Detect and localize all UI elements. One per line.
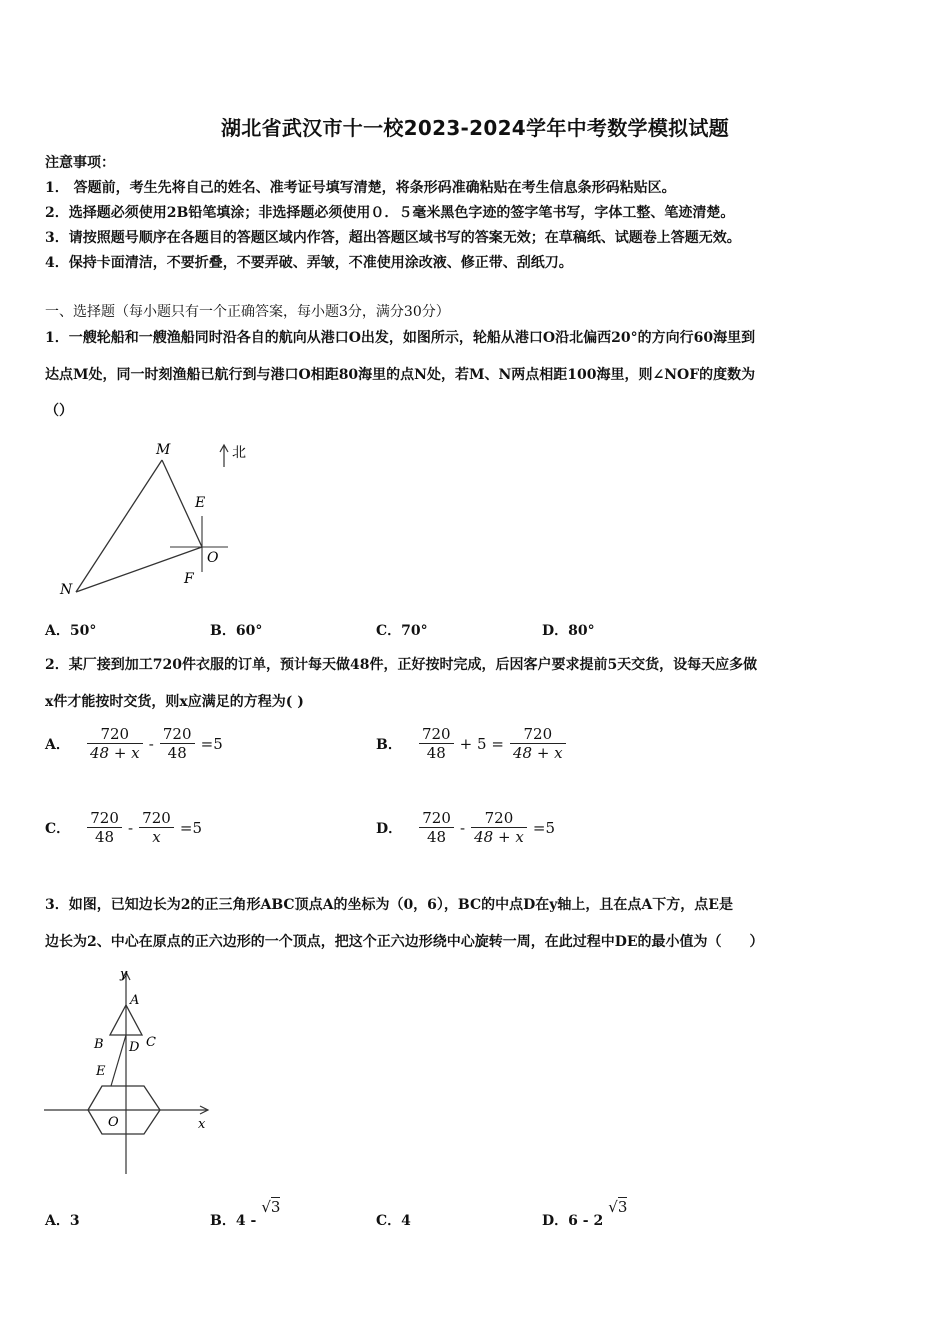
notice-item: 4．保持卡面清洁，不要折叠，不要弄破、弄皱，不准使用涂改液、修正带、刮纸刀。 [45,255,573,271]
q1-option-c[interactable]: C．70° [376,623,428,639]
label-b: B [94,1037,104,1052]
rhs: =5 [200,734,223,753]
q1-option-d[interactable]: D．80° [542,623,595,639]
q1-figure [50,432,270,607]
numerator: 720 [510,725,566,744]
page-title: 湖北省武汉市十一校2023-2024学年中考数学模拟试题 [220,116,730,140]
numerator: 720 [139,809,174,828]
q3-option-b[interactable] [210,1198,280,1230]
numerator: 720 [471,809,527,828]
q2-option-b[interactable] [376,725,566,762]
q2-line: x件才能按时交货，则x应满足的方程为( ) [45,694,304,710]
numerator: 720 [160,725,195,744]
denominator: x [152,828,161,846]
q3-line: 3．如图，已知边长为2的正三角形ABC顶点A的坐标为（0，6），BC的中点D在y轴上，且在点A下方，点E是 [45,897,733,913]
q2-option-d[interactable] [376,809,556,846]
line-mn [76,460,162,592]
rhs: =5 [179,818,203,837]
label-e: E [96,1064,106,1079]
notice-heading: 注意事项： [45,155,115,171]
denominator: 48 + x [512,744,563,762]
label-y: y [120,967,128,982]
q1-option-a[interactable]: A．50° [45,623,97,639]
option-label: A． [45,736,70,753]
operator: - [127,818,134,837]
notice-item: 2．选择题必须使用2B铅笔填涂；非选择题必须使用０．５毫米黑色字迹的签字笔书写，字体工整、笔迹清楚。 [45,205,735,221]
denominator: 48 + x [474,828,524,846]
q2-option-a[interactable] [45,725,224,762]
label-f: F [184,571,194,587]
q3-option-c[interactable]: C．4 [376,1213,411,1229]
option-text: D．6 - 2 [542,1213,604,1229]
denominator: 48 [427,828,447,846]
numerator: 720 [87,809,122,828]
sqrt-expression: √3 [261,1198,281,1216]
q3-option-d[interactable] [542,1198,627,1230]
q3-figure [40,962,220,1182]
notice-item: 3．请按照题号顺序在各题目的答题区域内作答，超出答题区域书写的答案无效；在草稿纸、试题卷上答题无效。 [45,230,741,246]
q1-line: 1．一艘轮船和一艘渔船同时沿各自的航向从港口O出发，如图所示，轮船从港口O沿北偏西20°的方向行60海里到 [45,330,756,346]
q1-line: （） [45,403,73,419]
option-text: B．4 - [210,1213,257,1229]
option-label: D． [376,820,403,837]
label-d: D [129,1040,140,1055]
rhs: =5 [532,818,556,837]
label-n: N [60,582,73,598]
label-a: A [130,993,140,1008]
option-label: C． [45,820,71,837]
operator: + 5 = [459,734,504,753]
section-heading: 一、选择题（每小题只有一个正确答案，每小题3分，满分30分） [45,304,450,320]
notice-item: 1． 答题前，考生先将自己的姓名、准考证号填写清楚，将条形码准确粘贴在考生信息条形码粘贴区。 [45,180,676,196]
numerator: 720 [419,809,454,828]
label-c: C [146,1035,156,1050]
label-o: O [207,550,219,566]
denominator: 48 [167,744,187,762]
sqrt-expression: √3 [608,1198,628,1216]
segment-de [111,1035,126,1086]
q3-option-a[interactable]: A．3 [45,1213,80,1229]
label-e: E [195,495,206,511]
operator: - [148,734,154,753]
denominator: 48 [95,828,115,846]
q1-option-b[interactable]: B．60° [210,623,263,639]
q2-option-c[interactable] [45,809,203,846]
label-o: O [108,1115,119,1130]
label-x: x [198,1117,206,1132]
q2-line: 2．某厂接到加工720件衣服的订单，预计每天做48件，正好按时完成，后因客户要求提前5天交货，设每天应多做 [45,657,758,673]
numerator: 720 [419,725,454,744]
label-north: 北 [232,445,246,461]
option-label: B． [376,736,402,753]
denominator: 48 [426,744,446,762]
denominator: 48 + x [89,744,140,762]
numerator: 720 [87,725,143,744]
operator: - [459,818,466,837]
q3-line: 边长为2、中心在原点的正六边形的一个顶点，把这个正六边形绕中心旋转一周，在此过程中DE的最小值为（ ） [45,934,764,950]
q1-line: 达点M处，同一时刻渔船已航行到与港口O相距80海里的点N处，若M、N两点相距100海里，则∠NOF的度数为 [45,367,756,383]
label-m: M [156,442,171,458]
